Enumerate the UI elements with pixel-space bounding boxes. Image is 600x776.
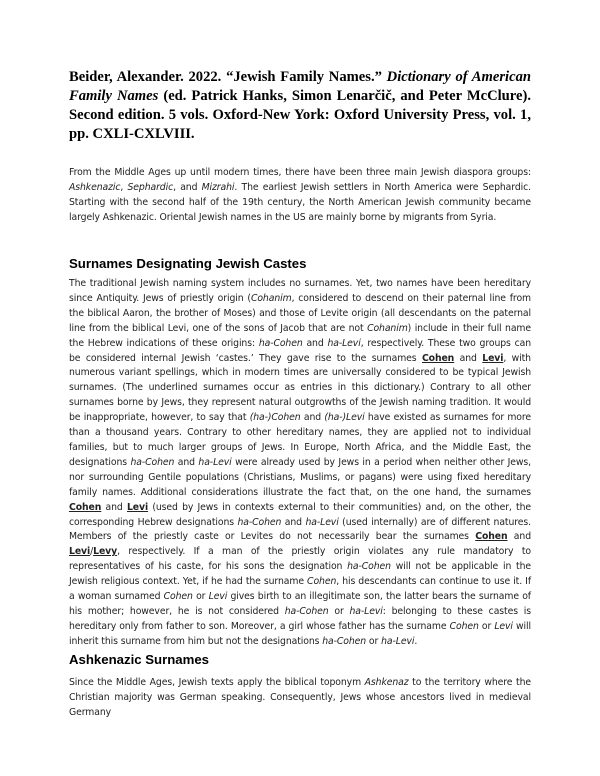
para-text: and	[101, 501, 127, 513]
citation-author: Beider, Alexander. 2022. “Jewish Family Names.”	[69, 69, 387, 85]
italic-term: ha-Levi	[305, 516, 339, 528]
italic-term: ha-Cohen	[237, 516, 282, 528]
para-text: gives birth to an illegitimate son, the latter bears the surname of his mother; however, he is not considered	[69, 591, 531, 617]
intro-text: . The earliest Jewish settlers in North America were Sephardic. Starting with the second half of the 19th century, the North American Jewish community became largely Ashkenazic. Oriental Jewish names in the US are mainly borne by migrants from Syria.	[69, 181, 531, 223]
para-text: ) include in their full name the Hebrew indications of these origins:	[69, 322, 531, 349]
para-text: , considered to descend on their paternal line from the biblical Aaron, the brother of Moses) and those of Levite origin (all descendants on the paternal line from the biblical Levi, one of the sons of Jacob that are not	[69, 292, 531, 334]
italic-term: ha-Cohen	[322, 635, 367, 647]
para-text: Since the Middle Ages, Jewish texts apply the biblical toponym	[69, 677, 365, 688]
para-text: have existed as surnames for more than a thousand years. Contrary to other hereditary names, they are applied not to individual families, but to much larger groups of Jews. In Europe, North Africa, and the Middle East, the designations	[69, 412, 532, 468]
section-heading-castes: Surnames Designating Jewish Castes	[69, 256, 307, 271]
para-text: (used internally) are of different natures. Members of the priestly caste or Levites do not necessarily bear the surnames	[69, 516, 532, 543]
italic-term: Cohanim	[250, 292, 292, 304]
italic-term: ha-Levi	[381, 635, 415, 647]
surname-entry-link: Levy	[93, 546, 118, 558]
para-text: and	[507, 531, 531, 543]
para-text: (used by Jews in contexts external to their communities) and, on the other, the corresponding Hebrew designations	[69, 501, 531, 528]
italic-term: Cohen	[163, 591, 193, 603]
para-text: , respectively. If a man of the priestly origin violates any rule mandatory to representatives of his caste, for his sons the designation	[69, 546, 531, 573]
para-text: , respectively. These two groups can be considered internal Jewish ‘castes.’ They gave rise to the surnames	[69, 337, 531, 364]
intro-text: From the Middle Ages up until modern times, there have been three main Jewish diaspora groups:	[69, 167, 531, 178]
intro-text: ,	[120, 181, 128, 193]
para-text: to the territory where the Christian majority was German speaking. Consequently, Jews whose ancestors lived in medieval Germany	[69, 677, 531, 718]
para-text: or	[478, 620, 495, 632]
italic-term: Cohanim	[367, 322, 408, 334]
italic-term: (ha-)Levi	[324, 412, 365, 424]
intro-term: Ashkenazic	[69, 181, 121, 193]
para-text: and	[302, 337, 328, 349]
para-text: , with numerous variant spellings, which in modern times are universally considered to be typical Jewish surnames. (The underlined surnames occur as entries in this dictionary.) Contrary to all other surnames borne by Jews, they represent natural outgrowths of the Jewish naming tradition. It would be inappropriate, however, to say that	[69, 352, 531, 424]
intro-term: Mizrahi	[201, 181, 235, 193]
para-text: and	[454, 352, 483, 364]
para-text: will not be applicable in the Jewish religious context. Yet, if he had the surname	[69, 561, 532, 588]
para-text: : belonging to these castes is hereditary only from father to son. Moreover, a girl whose father has the surname	[69, 605, 531, 632]
para-text: will inherit this surname from him but not the designations	[69, 620, 531, 647]
italic-term: ha-Cohen	[130, 456, 175, 468]
italic-term: (ha-)Cohen	[249, 412, 301, 424]
para-text: and	[174, 456, 199, 468]
para-text: or	[192, 591, 209, 603]
intro-term: Sephardic	[127, 181, 174, 193]
para-text: were already used by Jews in a period when neither other Jews, nor surrounding Gentile populations (Christians, Muslims, or pagans) were using fixed hereditary family names. Additional considerations illustrate the fact that, on the one hand, the surnames	[69, 456, 531, 498]
citation-details: (ed. Patrick Hanks, Simon Lenarčič, and Peter McClure). Second edition. 5 vols. Oxford-New York: Oxford University Press, vol. 1, pp. CXLI-CXLVIII.	[69, 88, 531, 142]
citation-heading	[69, 68, 531, 144]
italic-term: ha-Levi	[349, 605, 383, 617]
surname-entry-link: Cohen	[475, 531, 508, 543]
ashkenazic-paragraph	[69, 676, 531, 721]
para-text: , his descendants can continue to use it. If a woman surnamed	[69, 576, 531, 603]
italic-term: ha-Cohen	[347, 561, 391, 573]
italic-term: ha-Levi	[198, 456, 232, 468]
italic-term: ha-Levi	[327, 337, 361, 349]
citation-book-title: Dictionary of American Family Names	[69, 69, 531, 104]
intro-paragraph	[69, 166, 531, 226]
para-text: and	[281, 516, 306, 528]
castes-paragraph	[69, 277, 531, 650]
italic-term: Cohen	[307, 576, 337, 588]
section-heading-ashkenazic: Ashkenazic Surnames	[69, 652, 209, 667]
para-text: .	[414, 635, 418, 647]
surname-entry-link: Levi	[69, 546, 91, 558]
para-text: and	[300, 412, 325, 424]
italic-term: ha-Cohen	[258, 337, 303, 349]
para-text: or	[328, 605, 350, 617]
surname-entry-link: Levi	[126, 501, 149, 513]
italic-term: ha-Cohen	[284, 605, 329, 617]
para-text: /	[90, 546, 94, 558]
italic-term: Levi	[494, 620, 513, 632]
surname-entry-link: Cohen	[421, 352, 455, 364]
italic-term: Cohen	[449, 620, 479, 632]
surname-entry-link: Levi	[482, 352, 504, 364]
italic-term: Levi	[208, 591, 228, 603]
para-text: or	[366, 635, 382, 647]
para-text: The traditional Jewish naming system includes no surnames. Yet, two names have been hereditary since Antiquity. Jews of priestly origin (	[69, 278, 531, 304]
intro-text: , and	[173, 181, 202, 193]
surname-entry-link: Cohen	[69, 501, 102, 513]
italic-term: Ashkenaz	[364, 677, 409, 688]
